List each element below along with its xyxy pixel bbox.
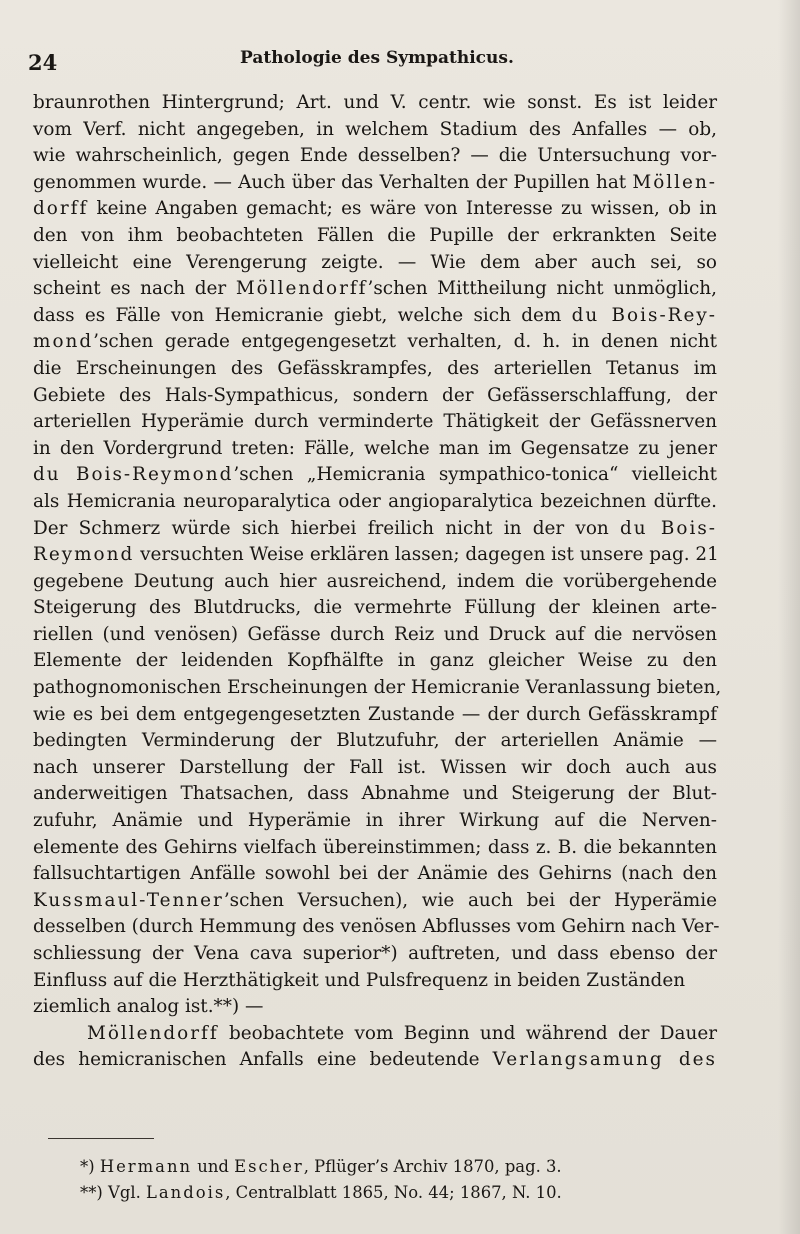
- text-line: [33, 755, 717, 782]
- text-run: fallsuchtartigen Anfälle sowohl bei der Anämie des Gehirns (nach den: [33, 863, 717, 885]
- text-line: [33, 462, 717, 489]
- author-name: Hermann: [99, 1157, 193, 1176]
- text-run: Steigerung des Blutdrucks, die vermehrte Füllung der kleinen arte-: [33, 597, 717, 619]
- text-line: [33, 516, 717, 543]
- spaced-name: mond: [33, 331, 94, 353]
- text-line: [33, 90, 717, 117]
- spaced-name: dorff: [33, 198, 89, 220]
- text-line: [33, 648, 717, 675]
- text-run: gegebene Deutung auch hier ausreichend, indem die vorübergehende: [33, 570, 717, 592]
- text-line: [33, 835, 717, 862]
- text-run: des hemicranischen Anfalls eine bedeutende: [33, 1049, 493, 1071]
- page-header: [28, 46, 760, 76]
- text-run: beobachtete vom Beginn und während der Dauer: [218, 1022, 717, 1044]
- text-run: versuchten Weise erklären lassen; dagegen ist unsere pag. 21: [134, 544, 719, 566]
- text-run: in den Vordergrund treten: Fälle, welche man im Gegensatze zu jener: [33, 437, 717, 459]
- text-run: *): [80, 1157, 100, 1176]
- spaced-name: Möllendorff: [235, 278, 368, 300]
- text-line: [33, 1021, 717, 1048]
- text-line: [33, 888, 717, 915]
- text-line: [33, 542, 717, 569]
- spaced-name: Reymond: [33, 544, 135, 566]
- text-run: ’schen „Hemicrania sympathico-tonica“ vielleicht: [233, 464, 717, 486]
- text-line: [33, 223, 717, 250]
- text-run: , Pflüger’s Archiv 1870, pag. 3.: [303, 1157, 562, 1176]
- text-line: [33, 675, 722, 702]
- text-run: keine Angaben gemacht; es wäre von Interesse zu wissen, ob in: [88, 198, 717, 220]
- text-line: [33, 941, 717, 968]
- spaced-name: du Bois-: [620, 517, 717, 539]
- running-title: Pathologie des Sympathicus.: [240, 48, 514, 68]
- text-run: wie es bei dem entgegengesetzten Zustande — der durch Gefässkrampf: [33, 703, 717, 725]
- text-run: bedingten Verminderung der Blutzufuhr, der arteriellen Anämie —: [33, 730, 717, 752]
- text-run: den von ihm beobachteten Fällen die Pupille der erkrankten Seite: [33, 224, 717, 246]
- text-line: [33, 356, 717, 383]
- text-line: [33, 728, 717, 755]
- text-line: [33, 170, 717, 197]
- spaced-name: du Bois-Reymond: [33, 464, 234, 486]
- text-run: **) Vgl.: [80, 1183, 146, 1202]
- text-run: und: [192, 1157, 235, 1176]
- spaced-name: Verlangsamung des: [492, 1049, 717, 1071]
- text-line: [33, 436, 717, 463]
- text-run: Einfluss auf die Herzthätigkeit und Pulsfrequenz in beiden Zuständen: [33, 969, 686, 991]
- text-line: [33, 994, 717, 1021]
- text-run: die Erscheinungen des Gefässkrampfes, des arteriellen Tetanus im: [33, 357, 717, 379]
- text-line: [33, 595, 717, 622]
- spaced-name: Möllen-: [632, 171, 717, 193]
- text-line: [33, 808, 717, 835]
- footnote: [80, 1180, 562, 1206]
- text-run: Elemente der leidenden Kopfhälfte in ganz gleicher Weise zu den: [33, 650, 717, 672]
- text-run: braunrothen Hintergrund; Art. und V. centr. wie sonst. Es ist leider: [33, 92, 717, 113]
- text-run: zufuhr, Anämie und Hyperämie in ihrer Wirkung auf die Nerven-: [33, 810, 717, 832]
- text-run: wie wahrscheinlich, gegen Ende desselben? — die Untersuchung vor-: [33, 145, 717, 167]
- text-line: [33, 329, 717, 356]
- text-line: [33, 968, 717, 995]
- text-run: desselben (durch Hemmung des venösen Abflusses vom Gehirn nach Ver-: [33, 916, 720, 938]
- author-name: Landois: [146, 1183, 226, 1202]
- text-run: nach unserer Darstellung der Fall ist. Wissen wir doch auch aus: [33, 756, 717, 778]
- text-line: [33, 196, 717, 223]
- text-run: Gebiete des Hals-Sympathicus, sondern der Gefässerschlaffung, der: [33, 384, 717, 406]
- text-run: , Centralblatt 1865, No. 44; 1867, N. 10.: [225, 1183, 562, 1202]
- text-line: [33, 250, 717, 277]
- text-line: [33, 489, 717, 516]
- text-run: elemente des Gehirns vielfach übereinstimmen; dass z. B. die bekannten: [33, 836, 717, 858]
- text-run: ziemlich analog ist.**) —: [33, 996, 264, 1018]
- spaced-name: Kussmaul-Tenner: [33, 889, 224, 911]
- text-run: schliessung der Vena cava superior*) auftreten, und dass ebenso der: [33, 943, 717, 964]
- text-line: [33, 914, 720, 941]
- footnote-divider: [48, 1138, 154, 1139]
- text-line: [33, 383, 717, 410]
- text-line: [33, 276, 717, 303]
- text-run: ’schen Mittheilung nicht unmöglich,: [367, 278, 717, 300]
- body-text: [33, 90, 722, 1074]
- text-line: [33, 143, 717, 170]
- text-run: Der Schmerz würde sich hierbei freilich nicht in der von: [33, 517, 620, 539]
- text-line: [33, 781, 717, 808]
- text-run: anderweitigen Thatsachen, dass Abnahme und Steigerung der Blut-: [33, 783, 717, 805]
- text-line: [33, 409, 717, 436]
- text-run: ’schen gerade entgegengesetzt verhalten, d. h. in denen nicht: [93, 331, 717, 353]
- text-run: dass es Fälle von Hemicranie giebt, welche sich dem: [33, 304, 572, 326]
- spaced-name: du Bois-Rey-: [571, 304, 717, 326]
- text-line: [33, 303, 717, 330]
- text-run: als Hemicrania neuroparalytica oder angioparalytica bezeichnen dürfte.: [33, 490, 717, 512]
- text-run: genommen wurde. — Auch über das Verhalten der Pupillen hat: [33, 171, 633, 193]
- text-line: [33, 702, 717, 729]
- footnote: [80, 1154, 562, 1180]
- text-run: pathognomonischen Erscheinungen der Hemicranie Veranlassung bieten,: [33, 677, 722, 699]
- text-line: [33, 861, 717, 888]
- page-number: 24: [28, 50, 58, 75]
- text-run: riellen (und venösen) Gefässe durch Reiz und Druck auf die nervösen: [33, 623, 717, 645]
- text-line: [33, 569, 717, 596]
- text-run: vielleicht eine Verengerung zeigte. — Wie dem aber auch sei, so: [33, 251, 717, 273]
- text-line: [33, 622, 717, 649]
- spaced-name: Möllendorff: [87, 1022, 219, 1044]
- text-run: ’schen Versuchen), wie auch bei der Hyperämie: [223, 889, 717, 911]
- page-edge-shadow: [778, 0, 800, 1234]
- author-name: Escher: [234, 1157, 304, 1176]
- footnotes: [80, 1154, 562, 1206]
- text-line: [33, 117, 717, 144]
- text-line: [33, 1047, 717, 1074]
- text-run: arteriellen Hyperämie durch verminderte Thätigkeit der Gefässnerven: [33, 411, 717, 433]
- text-run: scheint es nach der: [33, 278, 236, 300]
- text-run: vom Verf. nicht angegeben, in welchem Stadium des Anfalles — ob,: [33, 118, 717, 140]
